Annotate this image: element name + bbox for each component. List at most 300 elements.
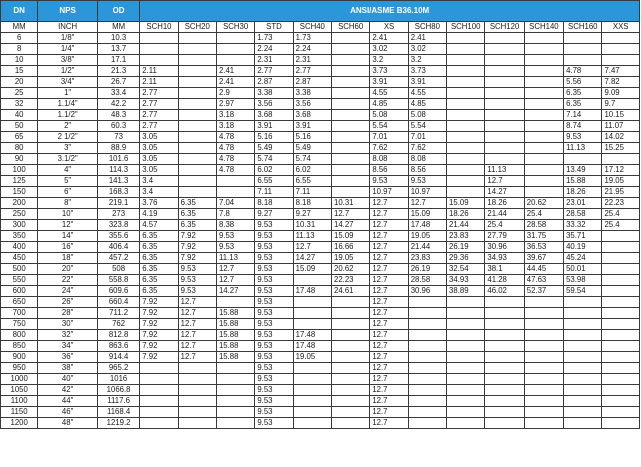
- table-cell: [602, 33, 640, 44]
- schedule-header-cell: XS: [370, 22, 408, 33]
- table-cell: 1117.6: [97, 396, 139, 407]
- table-cell: 200: [1, 198, 38, 209]
- table-cell: 2.41: [216, 77, 254, 88]
- od-unit: MM: [97, 22, 139, 33]
- table-cell: [524, 110, 563, 121]
- table-cell: 2.77: [140, 88, 178, 99]
- table-cell: 3/8": [38, 55, 98, 66]
- table-cell: 28.58: [564, 209, 602, 220]
- table-cell: 14.27: [332, 220, 370, 231]
- table-cell: [332, 99, 370, 110]
- table-cell: 50: [1, 121, 38, 132]
- table-cell: [216, 297, 254, 308]
- table-cell: 550: [1, 275, 38, 286]
- table-cell: 36.53: [524, 242, 563, 253]
- table-cell: [564, 363, 602, 374]
- standard-header: ANSI/ASME B36.10M: [140, 1, 640, 22]
- table-cell: [178, 132, 216, 143]
- table-cell: 6.02: [293, 165, 331, 176]
- table-cell: 4.78: [216, 154, 254, 165]
- table-row: [1, 341, 640, 352]
- table-cell: [447, 66, 485, 77]
- table-cell: 5.49: [293, 143, 331, 154]
- table-row: [1, 308, 640, 319]
- table-cell: 9.53: [255, 363, 293, 374]
- table-cell: 4": [38, 165, 98, 176]
- table-row: [1, 286, 640, 297]
- schedule-header-cell: SCH30: [216, 22, 254, 33]
- table-cell: 15.09: [332, 231, 370, 242]
- table-cell: 17.48: [408, 220, 446, 231]
- table-cell: [524, 374, 563, 385]
- table-cell: 9.53: [255, 396, 293, 407]
- table-row: [1, 88, 640, 99]
- table-cell: 28.58: [524, 220, 563, 231]
- table-row: [1, 121, 640, 132]
- table-cell: [524, 297, 563, 308]
- table-cell: 14": [38, 231, 98, 242]
- table-cell: 711.2: [97, 308, 139, 319]
- table-cell: [485, 154, 524, 165]
- table-cell: 2.77: [140, 99, 178, 110]
- table-cell: [447, 55, 485, 66]
- table-cell: [408, 418, 446, 429]
- table-cell: 6.55: [293, 176, 331, 187]
- table-cell: 14.02: [602, 132, 640, 143]
- table-cell: 965.2: [97, 363, 139, 374]
- table-cell: 40.19: [564, 242, 602, 253]
- table-cell: [524, 176, 563, 187]
- table-cell: [602, 330, 640, 341]
- table-cell: [485, 330, 524, 341]
- table-cell: [447, 407, 485, 418]
- table-cell: 9.53: [255, 297, 293, 308]
- table-cell: 7.92: [140, 297, 178, 308]
- table-cell: 13.49: [564, 165, 602, 176]
- table-cell: 7.62: [370, 143, 408, 154]
- table-cell: [332, 132, 370, 143]
- table-cell: 40: [1, 110, 38, 121]
- nps-header: NPS: [38, 1, 98, 22]
- table-cell: 4.78: [564, 66, 602, 77]
- table-cell: 9.53: [255, 341, 293, 352]
- table-cell: 25.4: [602, 220, 640, 231]
- table-cell: 12.7: [485, 176, 524, 187]
- table-cell: 42.2: [97, 99, 139, 110]
- table-cell: 2.77: [140, 121, 178, 132]
- table-cell: 2.24: [293, 44, 331, 55]
- table-cell: 600: [1, 286, 38, 297]
- table-cell: 4.78: [216, 132, 254, 143]
- table-cell: 3.18: [216, 121, 254, 132]
- table-cell: 90: [1, 154, 38, 165]
- table-cell: [602, 242, 640, 253]
- table-cell: 15.88: [216, 308, 254, 319]
- table-cell: 34.93: [447, 275, 485, 286]
- table-cell: 800: [1, 330, 38, 341]
- table-cell: [447, 297, 485, 308]
- schedule-header-cell: XXS: [602, 22, 640, 33]
- table-cell: 114.3: [97, 165, 139, 176]
- header-row: [1, 1, 640, 22]
- table-cell: 9.53: [255, 330, 293, 341]
- table-cell: [293, 396, 331, 407]
- table-cell: 9.53: [408, 176, 446, 187]
- table-cell: [332, 297, 370, 308]
- table-cell: [332, 363, 370, 374]
- table-cell: 5.74: [293, 154, 331, 165]
- table-cell: 15.09: [408, 209, 446, 220]
- table-row: [1, 55, 640, 66]
- table-cell: [447, 418, 485, 429]
- table-cell: 3.91: [293, 121, 331, 132]
- table-row: [1, 154, 640, 165]
- table-cell: [178, 418, 216, 429]
- table-cell: [602, 385, 640, 396]
- table-cell: [524, 396, 563, 407]
- table-cell: 9.09: [602, 88, 640, 99]
- table-cell: 4.85: [408, 99, 446, 110]
- table-cell: [408, 407, 446, 418]
- table-cell: 12.7: [216, 275, 254, 286]
- table-cell: [408, 341, 446, 352]
- table-cell: 700: [1, 308, 38, 319]
- table-cell: [524, 33, 563, 44]
- table-cell: [485, 121, 524, 132]
- table-cell: 1.73: [255, 33, 293, 44]
- table-cell: [447, 44, 485, 55]
- table-cell: 11.13: [564, 143, 602, 154]
- table-cell: [564, 154, 602, 165]
- table-cell: 10.31: [293, 220, 331, 231]
- table-cell: 10.15: [602, 110, 640, 121]
- table-cell: 12.7: [370, 264, 408, 275]
- table-cell: 219.1: [97, 198, 139, 209]
- table-cell: 5.08: [370, 110, 408, 121]
- table-cell: [332, 154, 370, 165]
- table-cell: 4.78: [216, 165, 254, 176]
- table-cell: 9.53: [255, 242, 293, 253]
- table-cell: 2 1/2": [38, 132, 98, 143]
- table-cell: 29.36: [447, 253, 485, 264]
- table-cell: 21.44: [485, 209, 524, 220]
- table-cell: 6.55: [255, 176, 293, 187]
- table-cell: 19.05: [602, 176, 640, 187]
- table-cell: 950: [1, 363, 38, 374]
- table-cell: 2.11: [140, 66, 178, 77]
- table-cell: [602, 352, 640, 363]
- table-cell: 15.88: [216, 341, 254, 352]
- table-cell: 6.35: [140, 264, 178, 275]
- table-cell: 12.7: [178, 341, 216, 352]
- table-cell: 9.53: [216, 231, 254, 242]
- table-cell: [602, 264, 640, 275]
- table-cell: 7.62: [408, 143, 446, 154]
- table-cell: 12.7: [370, 363, 408, 374]
- table-cell: [178, 55, 216, 66]
- table-cell: 5.16: [255, 132, 293, 143]
- table-cell: 3.4: [140, 187, 178, 198]
- table-cell: [485, 110, 524, 121]
- table-cell: 9.7: [602, 99, 640, 110]
- table-cell: 26": [38, 297, 98, 308]
- table-cell: 7.92: [178, 253, 216, 264]
- table-cell: 9.27: [255, 209, 293, 220]
- table-row: [1, 297, 640, 308]
- table-cell: 23.83: [408, 253, 446, 264]
- table-cell: [408, 330, 446, 341]
- table-cell: 2.24: [255, 44, 293, 55]
- table-cell: [447, 385, 485, 396]
- table-cell: 3.38: [255, 88, 293, 99]
- table-cell: 7.14: [564, 110, 602, 121]
- table-cell: 21.44: [408, 242, 446, 253]
- table-cell: [140, 407, 178, 418]
- table-cell: [332, 330, 370, 341]
- table-cell: 7.82: [602, 77, 640, 88]
- table-row: [1, 66, 640, 77]
- table-cell: 17.12: [602, 165, 640, 176]
- table-cell: 5.56: [564, 77, 602, 88]
- table-cell: 3.38: [293, 88, 331, 99]
- table-cell: 6.02: [255, 165, 293, 176]
- table-cell: [332, 352, 370, 363]
- table-cell: [178, 385, 216, 396]
- table-cell: [447, 99, 485, 110]
- table-cell: 38": [38, 363, 98, 374]
- table-cell: 22": [38, 275, 98, 286]
- table-cell: [485, 308, 524, 319]
- table-cell: [602, 286, 640, 297]
- table-cell: 8.56: [408, 165, 446, 176]
- table-cell: 14.27: [485, 187, 524, 198]
- table-cell: [485, 319, 524, 330]
- table-cell: 355.6: [97, 231, 139, 242]
- table-cell: [447, 319, 485, 330]
- table-cell: 22.23: [332, 275, 370, 286]
- table-cell: 8.18: [255, 198, 293, 209]
- table-cell: [564, 385, 602, 396]
- table-cell: 48.3: [97, 110, 139, 121]
- table-cell: 11.13: [293, 231, 331, 242]
- table-cell: 660.4: [97, 297, 139, 308]
- table-cell: [293, 363, 331, 374]
- table-cell: 508: [97, 264, 139, 275]
- table-cell: 18.26: [485, 198, 524, 209]
- table-cell: [332, 341, 370, 352]
- table-cell: [140, 33, 178, 44]
- table-cell: [524, 363, 563, 374]
- table-cell: 3.1/2": [38, 154, 98, 165]
- table-cell: [216, 385, 254, 396]
- table-cell: 38.89: [447, 286, 485, 297]
- table-cell: 12.7: [370, 341, 408, 352]
- table-cell: [524, 121, 563, 132]
- table-cell: 22.23: [602, 198, 640, 209]
- table-cell: [332, 407, 370, 418]
- table-cell: 27.79: [485, 231, 524, 242]
- table-row: [1, 143, 640, 154]
- table-cell: [485, 418, 524, 429]
- table-cell: 17.48: [293, 341, 331, 352]
- table-cell: [178, 99, 216, 110]
- table-row: [1, 44, 640, 55]
- table-cell: [447, 88, 485, 99]
- table-cell: [447, 330, 485, 341]
- table-cell: 16.66: [332, 242, 370, 253]
- table-cell: 1.73: [293, 33, 331, 44]
- table-cell: 9.53: [370, 176, 408, 187]
- table-cell: [293, 385, 331, 396]
- table-cell: 46": [38, 407, 98, 418]
- table-cell: 12.7: [370, 297, 408, 308]
- table-cell: [447, 308, 485, 319]
- table-cell: [602, 396, 640, 407]
- table-cell: [602, 55, 640, 66]
- table-cell: 12.7: [293, 242, 331, 253]
- table-cell: 558.8: [97, 275, 139, 286]
- table-cell: 9.53: [255, 275, 293, 286]
- table-cell: 4.78: [216, 143, 254, 154]
- table-cell: 9.53: [255, 374, 293, 385]
- table-cell: [524, 341, 563, 352]
- table-cell: 2.87: [293, 77, 331, 88]
- table-cell: 3.2: [370, 55, 408, 66]
- table-cell: 21.95: [602, 187, 640, 198]
- schedule-header-cell: SCH10: [140, 22, 178, 33]
- table-cell: 25: [1, 88, 38, 99]
- table-row: [1, 418, 640, 429]
- table-cell: [140, 374, 178, 385]
- table-cell: [524, 88, 563, 99]
- table-cell: 20.62: [332, 264, 370, 275]
- table-cell: 6.35: [140, 275, 178, 286]
- table-cell: [485, 143, 524, 154]
- table-cell: 19.05: [332, 253, 370, 264]
- table-cell: [178, 121, 216, 132]
- table-cell: 48": [38, 418, 98, 429]
- table-cell: [178, 165, 216, 176]
- table-cell: [564, 374, 602, 385]
- table-cell: 6.35: [140, 231, 178, 242]
- table-cell: 400: [1, 242, 38, 253]
- table-cell: [293, 374, 331, 385]
- table-cell: 9.53: [255, 418, 293, 429]
- table-cell: [602, 253, 640, 264]
- table-cell: 10": [38, 209, 98, 220]
- table-cell: [524, 77, 563, 88]
- table-cell: 8.38: [216, 220, 254, 231]
- table-cell: [332, 165, 370, 176]
- table-cell: 450: [1, 253, 38, 264]
- table-cell: [332, 187, 370, 198]
- schedule-header-cell: SCH160: [564, 22, 602, 33]
- table-cell: [332, 121, 370, 132]
- table-cell: [485, 363, 524, 374]
- table-row: [1, 264, 640, 275]
- table-cell: 2.41: [370, 33, 408, 44]
- table-cell: [485, 99, 524, 110]
- table-cell: 3.05: [140, 154, 178, 165]
- table-cell: [293, 407, 331, 418]
- schedule-header-cell: STD: [255, 22, 293, 33]
- table-cell: 3.91: [408, 77, 446, 88]
- table-cell: 12.7: [370, 209, 408, 220]
- table-cell: [524, 308, 563, 319]
- table-cell: 21.44: [447, 220, 485, 231]
- table-cell: 32.54: [447, 264, 485, 275]
- table-cell: 3.91: [255, 121, 293, 132]
- table-cell: 15.09: [293, 264, 331, 275]
- table-cell: 41.28: [485, 275, 524, 286]
- table-cell: [408, 319, 446, 330]
- table-cell: 9.53: [255, 352, 293, 363]
- table-cell: 2.77: [293, 66, 331, 77]
- table-cell: 6.35: [140, 253, 178, 264]
- table-cell: 15.88: [216, 319, 254, 330]
- table-cell: [408, 374, 446, 385]
- table-cell: [524, 187, 563, 198]
- table-cell: [485, 385, 524, 396]
- table-cell: [447, 341, 485, 352]
- table-cell: 6.35: [178, 198, 216, 209]
- table-cell: [178, 66, 216, 77]
- table-cell: [524, 44, 563, 55]
- table-cell: [447, 352, 485, 363]
- table-row: [1, 187, 640, 198]
- table-cell: [332, 110, 370, 121]
- table-cell: [485, 396, 524, 407]
- table-cell: [408, 385, 446, 396]
- table-cell: 53.98: [564, 275, 602, 286]
- table-cell: 609.6: [97, 286, 139, 297]
- table-cell: 12.7: [370, 242, 408, 253]
- table-cell: 46.02: [485, 286, 524, 297]
- nps-unit: INCH: [38, 22, 98, 33]
- table-cell: 7.47: [602, 66, 640, 77]
- table-cell: 3.91: [370, 77, 408, 88]
- table-cell: 12.7: [370, 198, 408, 209]
- table-cell: 1.1/2": [38, 110, 98, 121]
- table-cell: 3/4": [38, 77, 98, 88]
- table-cell: 34.93: [485, 253, 524, 264]
- table-cell: [447, 165, 485, 176]
- table-cell: 7.01: [408, 132, 446, 143]
- table-row: [1, 363, 640, 374]
- table-cell: [564, 55, 602, 66]
- table-cell: [485, 341, 524, 352]
- table-cell: [447, 132, 485, 143]
- table-cell: 7.92: [178, 231, 216, 242]
- table-cell: 33.4: [97, 88, 139, 99]
- table-cell: 40": [38, 374, 98, 385]
- table-cell: [602, 363, 640, 374]
- table-cell: 11.13: [485, 165, 524, 176]
- table-cell: 5.49: [255, 143, 293, 154]
- table-cell: 6.35: [140, 242, 178, 253]
- table-cell: 812.8: [97, 330, 139, 341]
- table-cell: [216, 33, 254, 44]
- table-cell: 2": [38, 121, 98, 132]
- table-cell: 3.56: [255, 99, 293, 110]
- table-cell: [485, 132, 524, 143]
- table-cell: 1/8": [38, 33, 98, 44]
- table-cell: [524, 330, 563, 341]
- dn-header: DN: [1, 1, 38, 22]
- table-cell: 7.04: [216, 198, 254, 209]
- table-cell: [564, 330, 602, 341]
- table-cell: 125: [1, 176, 38, 187]
